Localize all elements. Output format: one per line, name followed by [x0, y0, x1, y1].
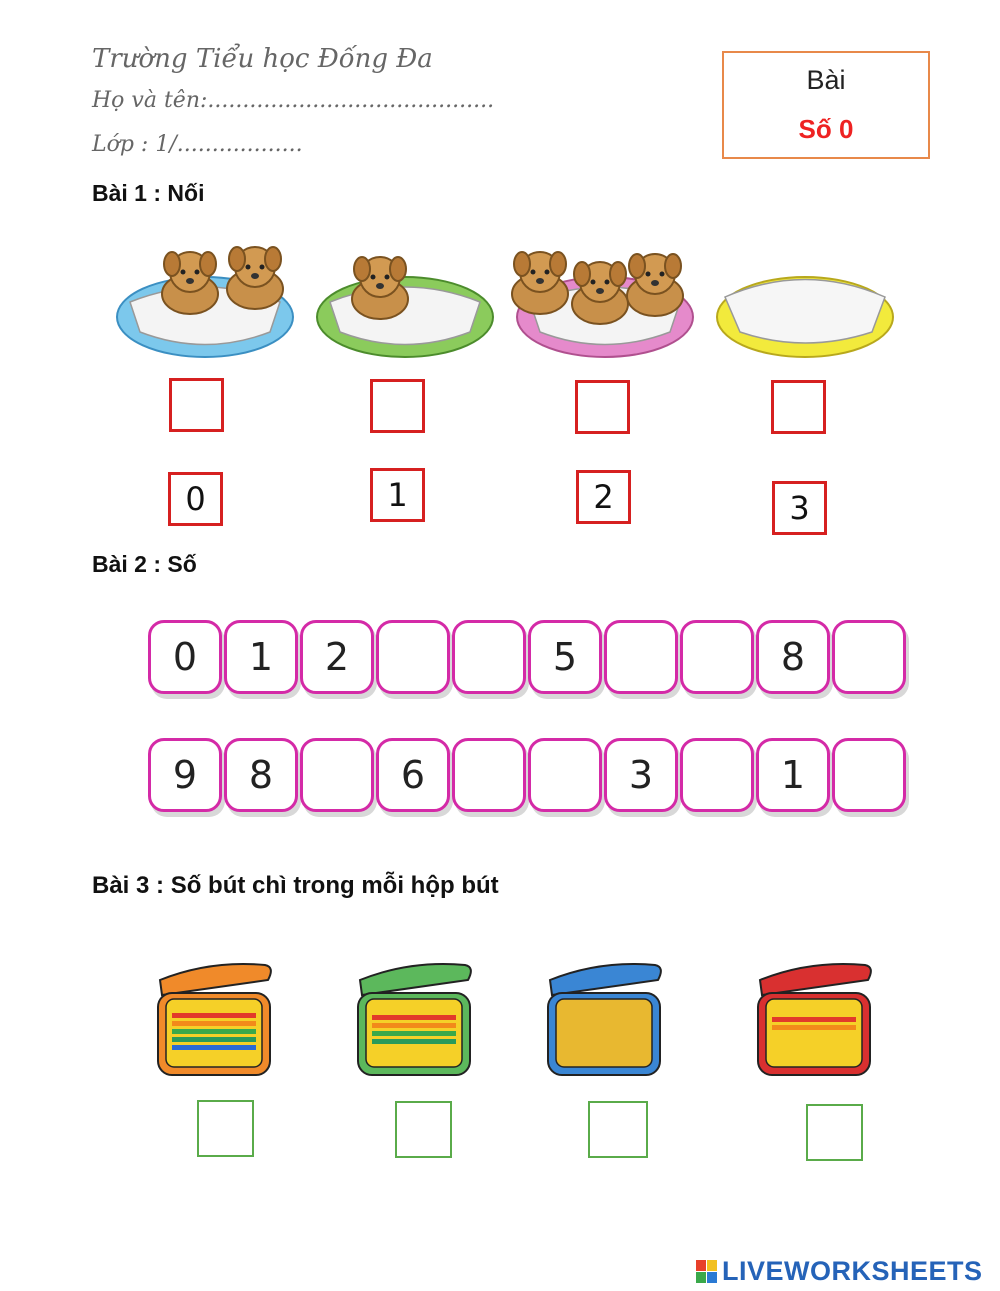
ex1-answer-box[interactable]: [169, 378, 224, 432]
ex2-sequence-row-2: [148, 738, 910, 816]
sequence-cell: 0: [148, 620, 222, 694]
title-box: [722, 51, 930, 159]
sequence-blank[interactable]: [452, 738, 526, 812]
sequence-blank[interactable]: [832, 620, 906, 694]
sequence-cell: 8: [224, 738, 298, 812]
sequence-cell: 5: [528, 620, 602, 694]
sequence-blank[interactable]: [680, 620, 754, 694]
sequence-blank[interactable]: [680, 738, 754, 812]
sequence-cell: 1: [224, 620, 298, 694]
sequence-blank[interactable]: [452, 620, 526, 694]
ex1-number-box[interactable]: 3: [772, 481, 827, 535]
ex1-number-box[interactable]: 1: [370, 468, 425, 522]
ex2-heading: Bài 2 : Số: [92, 551, 197, 577]
ex3-pencil-cases-illustration: [150, 955, 880, 1085]
class-line: Lớp : 1/..................: [92, 132, 303, 157]
ex3-answer-box[interactable]: [395, 1101, 452, 1158]
pencil-case-empty: [548, 964, 661, 1075]
title-line-2: Số 0: [798, 114, 854, 144]
ex1-baskets-illustration: [110, 232, 900, 372]
sequence-cell: 8: [756, 620, 830, 694]
sequence-cell: 6: [376, 738, 450, 812]
sequence-blank[interactable]: [528, 738, 602, 812]
sequence-blank[interactable]: [604, 620, 678, 694]
sequence-cell: 3: [604, 738, 678, 812]
sequence-blank[interactable]: [376, 620, 450, 694]
ex1-number-box[interactable]: 0: [168, 472, 223, 526]
pencil-case-four-pencils: [358, 964, 471, 1075]
basket-no-dogs: [717, 277, 893, 357]
ex1-answer-box[interactable]: [370, 379, 425, 433]
ex2-sequence-row-1: [148, 620, 910, 698]
title-line-1: Bài: [806, 65, 846, 95]
sequence-cell: 9: [148, 738, 222, 812]
pencil-case-two-pencils: [758, 964, 871, 1075]
ex1-answer-box[interactable]: [575, 380, 630, 434]
ex3-answer-box[interactable]: [588, 1101, 648, 1158]
sequence-blank[interactable]: [300, 738, 374, 812]
sequence-blank[interactable]: [832, 738, 906, 812]
school-name: Trường Tiểu học Đống Đa: [92, 44, 433, 74]
ex3-answer-box[interactable]: [197, 1100, 254, 1157]
basket-two-dogs: [117, 247, 293, 357]
ex1-number-box[interactable]: 2: [576, 470, 631, 524]
basket-three-dogs: [512, 252, 693, 357]
liveworksheets-logo: [696, 1256, 983, 1287]
logo-mark-icon: [696, 1260, 718, 1284]
pencil-case-five-pencils: [158, 964, 271, 1075]
sequence-cell: 2: [300, 620, 374, 694]
logo-text: LIVEWORKSHEETS: [722, 1256, 983, 1286]
name-line: Họ và tên:.........................................: [92, 88, 495, 113]
basket-one-dog: [317, 257, 493, 357]
ex1-answer-box[interactable]: [771, 380, 826, 434]
ex1-heading: Bài 1 : Nối: [92, 180, 205, 206]
ex3-heading: Bài 3 : Số bút chì trong mỗi hộp bút: [92, 872, 499, 899]
sequence-cell: 1: [756, 738, 830, 812]
ex3-answer-box[interactable]: [806, 1104, 863, 1161]
